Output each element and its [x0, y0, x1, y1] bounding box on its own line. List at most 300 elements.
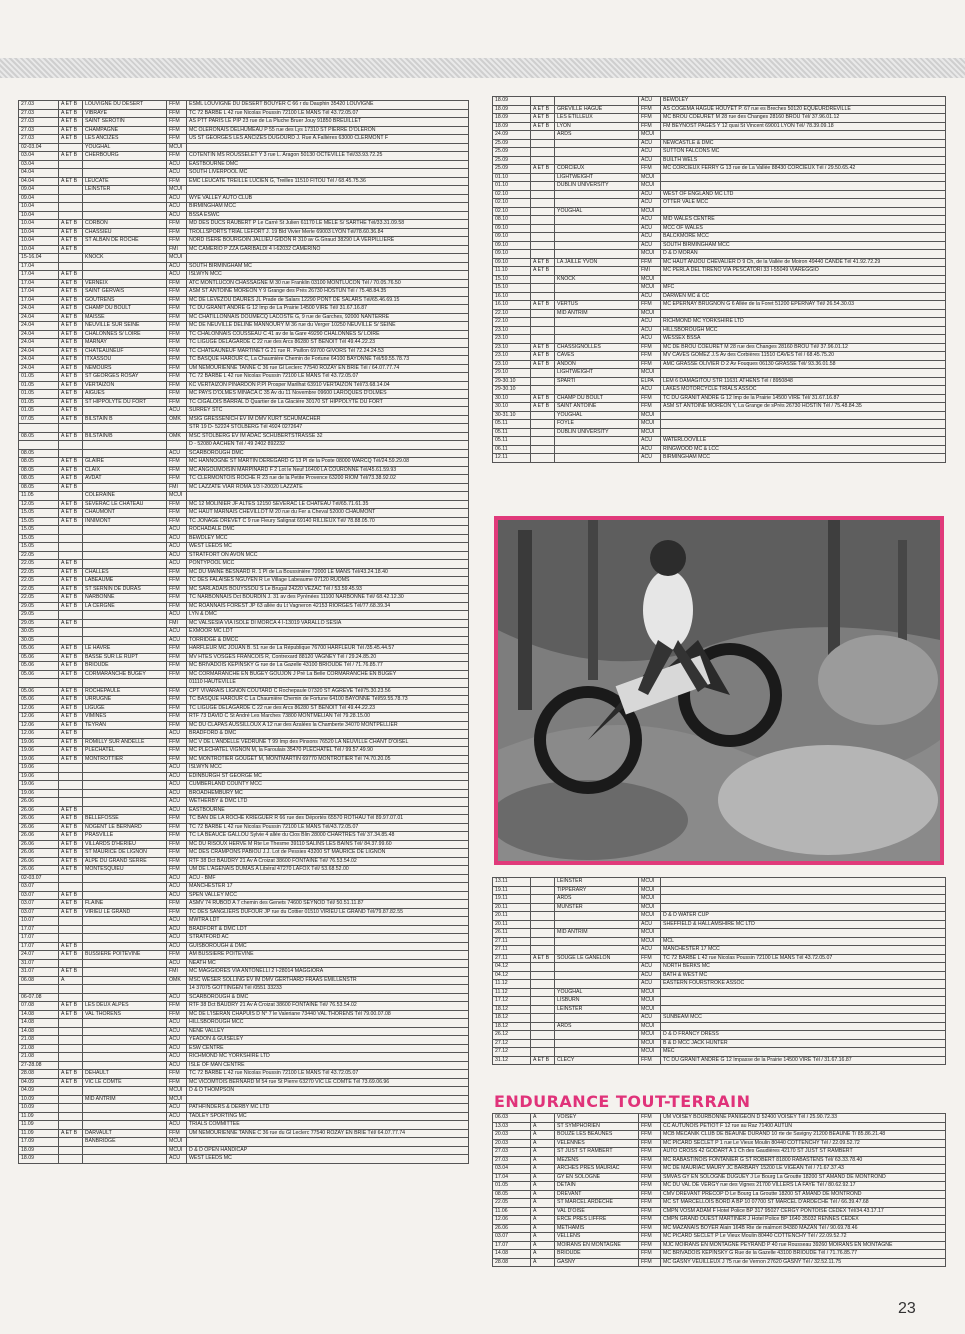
date-cell: 22.05 [19, 594, 59, 603]
category-cell: A ET B [59, 900, 83, 909]
table-row [19, 577, 469, 586]
organizer-cell: UM VOISEY BOURBONNE PANIGEON D 52400 VOISEY Tél / 25.90.72.33 [661, 1114, 946, 1123]
organizer-cell: MC HAUT MARNAIS CHEVILLOT M 20 rue du Fer a Cheval 52000 CHAUMONT [187, 509, 469, 518]
venue-cell [83, 764, 167, 773]
table-row [19, 781, 469, 790]
federation-cell: FFM [167, 330, 187, 339]
date-cell: 15.05 [19, 543, 59, 552]
date-cell: 27.03 [493, 1156, 531, 1165]
date-cell: 27.03 [19, 118, 59, 127]
date-cell: 08.05 [19, 432, 59, 441]
federation-cell: ACU [167, 262, 187, 271]
table-row [493, 1156, 946, 1165]
organizer-cell: CPT VIVARAIS LIGNON COUTARD C Rochepaule 07320 ST AGREVE Tél/75.30.23.56 [187, 687, 469, 696]
category-cell: A ET B [59, 305, 83, 314]
date-cell: 01.05 [19, 381, 59, 390]
date-cell: 02.10 [493, 190, 531, 199]
category-cell: A ET B [59, 432, 83, 441]
organizer-cell [661, 997, 946, 1006]
venue-cell: GREVILLE HAGUE [555, 105, 639, 114]
category-cell: A ET B [59, 568, 83, 577]
table-row [19, 976, 469, 985]
organizer-cell: WEST LEEDS MC [187, 1155, 469, 1164]
federation-cell: FFM [167, 704, 187, 713]
date-cell: 03.04 [493, 1165, 531, 1174]
federation-cell: FFM [639, 1224, 661, 1233]
organizer-cell: B & D MCC JACK HUNTER [661, 1039, 946, 1048]
category-cell [531, 292, 555, 301]
venue-cell [83, 959, 167, 968]
organizer-cell: TRIALS COMMITTEE [187, 1121, 469, 1130]
venue-cell [83, 169, 167, 178]
table-row [493, 335, 946, 344]
table-row [19, 1155, 469, 1164]
federation-cell: FFM [639, 301, 661, 310]
venue-cell: LA CERGNE [83, 602, 167, 611]
federation-cell: FFM [167, 356, 187, 365]
date-cell: 29-30.10 [493, 386, 531, 395]
date-cell: 03.04 [19, 152, 59, 161]
federation-cell: FFM [639, 1216, 661, 1225]
category-cell [531, 411, 555, 420]
venue-cell: LOUVIGNE DU DESERT [83, 101, 167, 110]
category-cell [59, 985, 83, 994]
organizer-cell: NENE VALLEY [187, 1027, 469, 1036]
date-cell: 30-31.10 [493, 411, 531, 420]
table-row [493, 428, 946, 437]
category-cell: A ET B [59, 364, 83, 373]
organizer-cell [661, 173, 946, 182]
table-row [19, 135, 469, 144]
date-cell: 14.08 [19, 1019, 59, 1028]
table-row [19, 1061, 469, 1070]
organizer-cell: MC DE BROU COEURET M 28 rue des Changes 28160 BROU Tél/ 37.96.01.12 [661, 343, 946, 352]
category-cell: A ET B [531, 258, 555, 267]
federation-cell: ACU [167, 1061, 187, 1070]
organizer-cell: MC CORCIEUX FERRY G 13 rue de La Vallée 88430 CORCIEUX Tél / 29.50.65.42 [661, 165, 946, 174]
table-row [493, 445, 946, 454]
federation-cell: FFM [167, 305, 187, 314]
federation-cell: FFM [167, 645, 187, 654]
category-cell: A ET B [531, 343, 555, 352]
table-row [493, 1122, 946, 1131]
venue-cell [83, 806, 167, 815]
federation-cell: FFM [167, 653, 187, 662]
date-cell: 10.09 [19, 1104, 59, 1113]
organizer-cell: SURREY STC [187, 407, 469, 416]
federation-cell: FMI [639, 267, 661, 276]
date-cell: 26.06 [19, 849, 59, 858]
organizer-cell: EASTBOURNE DMC [187, 160, 469, 169]
table-row [493, 105, 946, 114]
date-cell: 30.05 [19, 636, 59, 645]
venue-cell [83, 968, 167, 977]
table-row [493, 292, 946, 301]
table-row [19, 602, 469, 611]
organizer-cell: UM NEMOURIENNE TANNE C 36 rue Gl Leclerc 77540 ROZAY EN BRIE Tél / 64.07.77.74 [187, 364, 469, 373]
date-cell: 18.09 [19, 1155, 59, 1164]
federation-cell: ACU [167, 764, 187, 773]
venue-cell: CORMARANCHE BUGEY [83, 670, 167, 679]
federation-cell: ACU [167, 611, 187, 620]
table-row [19, 747, 469, 756]
date-cell: 07.05 [19, 415, 59, 424]
venue-cell [555, 250, 639, 259]
date-cell: 26.06 [19, 823, 59, 832]
venue-cell: LEINSTER [555, 1005, 639, 1014]
organizer-cell: MC LAZZATE VIAR ROMA 1/3 I-20020 LAZZATE [187, 483, 469, 492]
category-cell: A ET B [59, 687, 83, 696]
venue-cell [555, 224, 639, 233]
date-cell: 17.07 [19, 942, 59, 951]
date-cell: 04.12 [493, 963, 531, 972]
table-row [19, 721, 469, 730]
category-cell [59, 993, 83, 1002]
organizer-cell: SOUTH BIRMINGHAM MCC [661, 241, 946, 250]
venue-cell [555, 946, 639, 955]
table-row [493, 1114, 946, 1123]
category-cell [531, 369, 555, 378]
organizer-cell: MID WALES CENTRE [661, 216, 946, 225]
category-cell [531, 131, 555, 140]
federation-cell: FFM [167, 577, 187, 586]
organizer-cell: MV CAVES GOMEZ J.S Av des Corbières 11510 CAVES Tél / 68.45.75.20 [661, 352, 946, 361]
category-cell [531, 284, 555, 293]
venue-cell: ITXASSOU [83, 356, 167, 365]
federation-cell: FFM [639, 1131, 661, 1140]
federation-cell: FFM [639, 1258, 661, 1267]
category-cell: A ET B [59, 908, 83, 917]
table-row [493, 1182, 946, 1191]
organizer-cell: BUILTH WELS [661, 156, 946, 165]
federation-cell: MCUI [639, 207, 661, 216]
date-cell: 20.03 [493, 1131, 531, 1140]
table-row [493, 1258, 946, 1267]
federation-cell: ACU [639, 292, 661, 301]
category-cell [59, 254, 83, 263]
date-cell [19, 679, 59, 688]
category-cell: A [531, 1139, 555, 1148]
category-cell [531, 233, 555, 242]
table-row [19, 925, 469, 934]
date-cell: 11.09 [19, 1129, 59, 1138]
category-cell: A ET B [59, 857, 83, 866]
organizer-cell: RTF 73 DAVID C St André Les Marches 73800 MONTMELIAN Tél 79.28.15.00 [187, 713, 469, 722]
table-row [19, 381, 469, 390]
venue-cell [555, 980, 639, 989]
category-cell: A ET B [59, 466, 83, 475]
federation-cell: ACU [167, 194, 187, 203]
date-cell: 14.08 [19, 1010, 59, 1019]
category-cell [531, 920, 555, 929]
date-cell: 05.06 [19, 687, 59, 696]
date-cell: 19.06 [19, 781, 59, 790]
date-cell: 07.08 [19, 1002, 59, 1011]
venue-cell: LIGHTWEIGHT [555, 173, 639, 182]
date-cell: 29-30.10 [493, 377, 531, 386]
federation-cell: MCUI [167, 143, 187, 152]
category-cell: A [59, 976, 83, 985]
organizer-cell: GUISBOROUGH & DMC [187, 942, 469, 951]
table-row [19, 313, 469, 322]
venue-cell [83, 985, 167, 994]
date-cell: 08.05 [19, 449, 59, 458]
date-cell: 19.06 [19, 789, 59, 798]
date-cell: 20.03 [493, 1139, 531, 1148]
organizer-cell: MC DU CLAPAS AUSSILLOUX A 12 rue des Azalées la Chamberte 34070 MONTPELLIER [187, 721, 469, 730]
category-cell [59, 1104, 83, 1113]
organizer-cell: MC 12 MOLINIER JF ALTES 12150 SEVERAC LE CHATEAU Tél/65.71.61.35 [187, 500, 469, 509]
organizer-cell: TC LA BEAUCE GALLOU Sylvie 4 allée du Clos Blin 28000 CHARTRES Tél/ 37.34.85.48 [187, 832, 469, 841]
table-row [19, 857, 469, 866]
federation-cell: FFM [167, 135, 187, 144]
category-cell: A ET B [59, 1070, 83, 1079]
venue-cell [83, 449, 167, 458]
table-row [19, 143, 469, 152]
organizer-cell: MC MONTROTIER GOUGET M, MONTMARTIN 69770 MONTROTIER Tél 74.70.20.05 [187, 755, 469, 764]
venue-cell: BRIOUDE [555, 1250, 639, 1259]
venue-cell [83, 441, 167, 450]
organizer-cell: ASM ST ANTOINE MOREON Y 9 Grange des Prés 26730 HOSTUN Tél / 75.48.84.35 [187, 288, 469, 297]
category-cell [59, 1087, 83, 1096]
venue-cell [83, 772, 167, 781]
date-cell: 19.06 [19, 755, 59, 764]
calendar-table-right [492, 96, 946, 463]
federation-cell [167, 424, 187, 433]
date-cell: 27.03 [19, 135, 59, 144]
federation-cell: FFM [167, 220, 187, 229]
venue-cell [83, 781, 167, 790]
organizer-cell: ROCHADALE DMC [187, 526, 469, 535]
date-cell: 29.05 [19, 619, 59, 628]
date-cell: 20.11 [493, 912, 531, 921]
federation-cell: ACU [639, 454, 661, 463]
table-row [19, 1138, 469, 1147]
venue-cell: CHAMP DU BOULT [83, 305, 167, 314]
category-cell: A ET B [59, 271, 83, 280]
venue-cell [555, 233, 639, 242]
federation-cell: FFM [167, 118, 187, 127]
venue-cell: KNOCK [83, 254, 167, 263]
category-cell: A ET B [59, 645, 83, 654]
date-cell: 26.06 [19, 840, 59, 849]
federation-cell: ACU [167, 883, 187, 892]
table-row [19, 687, 469, 696]
table-row [19, 364, 469, 373]
organizer-cell [661, 1005, 946, 1014]
category-cell [531, 1014, 555, 1023]
table-row [19, 560, 469, 569]
organizer-cell: UM DE L'AGENAIS DUMAS A Libéral 47270 LAFOX Tél/ 53.68.52.00 [187, 866, 469, 875]
date-cell: 22.05 [19, 560, 59, 569]
category-cell: A ET B [59, 475, 83, 484]
federation-cell: MCUI [639, 1022, 661, 1031]
category-cell: A ET B [59, 347, 83, 356]
federation-cell: ACU [167, 942, 187, 951]
date-cell: 26.06 [19, 832, 59, 841]
federation-cell: FFM [639, 1173, 661, 1182]
venue-cell: LABEAUME [83, 577, 167, 586]
table-row [19, 1044, 469, 1053]
table-row [19, 534, 469, 543]
category-cell [531, 224, 555, 233]
organizer-cell: NORD ISERE BOURGOIN JALLIEU GIDON R 310 av G.Giraud 38290 LA VERPILLIERE [187, 237, 469, 246]
venue-cell [555, 912, 639, 921]
federation-cell: FFM [639, 360, 661, 369]
organizer-cell: MC PERLA DEL TIRENO VIA PESCATORI 33 I-55049 VIAREGGIO [661, 267, 946, 276]
table-row [19, 390, 469, 399]
venue-cell [555, 292, 639, 301]
category-cell: A ET B [59, 458, 83, 467]
category-cell: A ET B [59, 891, 83, 900]
date-cell: 03.07 [19, 908, 59, 917]
date-cell: 09.04 [19, 186, 59, 195]
federation-cell: ACU [167, 636, 187, 645]
organizer-cell: ACU - BMF [187, 874, 469, 883]
table-row [19, 628, 469, 637]
federation-cell: FFM [167, 500, 187, 509]
organizer-cell: ESW CENTRE [187, 1044, 469, 1053]
organizer-cell: TC JONAGE DREVET C 9 rue Fleury Salignat 69140 RILLIEUX Tél/ 78.88.05.70 [187, 517, 469, 526]
date-cell: 21.08 [19, 1036, 59, 1045]
organizer-cell [661, 207, 946, 216]
date-cell: 17.04 [19, 296, 59, 305]
category-cell: A ET B [59, 1129, 83, 1138]
organizer-cell [661, 411, 946, 420]
venue-cell [83, 194, 167, 203]
date-cell: 01.05 [19, 373, 59, 382]
organizer-cell: D - 52080 AACHEN Tél / 49 2402 892232 [187, 441, 469, 450]
venue-cell: NEUVILLE SUR SEINE [83, 322, 167, 331]
federation-cell: FFM [167, 381, 187, 390]
venue-cell: PLECHATEL [83, 747, 167, 756]
federation-cell: FFM [167, 857, 187, 866]
table-row [493, 1005, 946, 1014]
federation-cell: FFM [167, 951, 187, 960]
table-row [19, 934, 469, 943]
venue-cell: NOGENT LE BERNARD [83, 823, 167, 832]
date-cell: 25.09 [493, 148, 531, 157]
category-cell: A [531, 1190, 555, 1199]
date-cell: 10.04 [19, 211, 59, 220]
federation-cell: MCUI [639, 903, 661, 912]
venue-cell: DREVANT [555, 1190, 639, 1199]
category-cell: A ET B [59, 356, 83, 365]
category-cell [531, 1031, 555, 1040]
category-cell [531, 377, 555, 386]
table-row [493, 895, 946, 904]
date-cell: 27.03 [493, 1148, 531, 1157]
date-cell: 23.10 [493, 335, 531, 344]
category-cell [59, 934, 83, 943]
date-cell: 27.11 [493, 954, 531, 963]
venue-cell: LEUCATE [83, 177, 167, 186]
venue-cell: LIGHTWEIGHT [555, 369, 639, 378]
venue-cell [555, 241, 639, 250]
table-row [19, 1036, 469, 1045]
venue-cell: SPARTI [555, 377, 639, 386]
venue-cell: SAINT ANTOINE [555, 403, 639, 412]
date-cell: 04.12 [493, 971, 531, 980]
federation-cell: FFM [167, 823, 187, 832]
organizer-cell: MC CAMERIO P ZZA GARIBALDI 4 I-62032 CAMERINO [187, 245, 469, 254]
organizer-cell: MC HAUT ANJOU CHEVALIER D 9 Ch, de la Vallée de Moiron 49440 CANDE Tél 41.92.72.29 [661, 258, 946, 267]
date-cell: 01.05 [19, 407, 59, 416]
table-row [19, 169, 469, 178]
venue-cell: METHAMIS [555, 1224, 639, 1233]
venue-cell: ST JUST ST RAMBERT [555, 1148, 639, 1157]
table-row [19, 296, 469, 305]
organizer-cell: MCB MECANIK CLUB DE BEAUNE DURAND 10 rte de Savigny 21200 BEAUNE T/ 85.86.21.48 [661, 1131, 946, 1140]
date-cell: 24.04 [19, 305, 59, 314]
venue-cell: DUBLIN UNIVERSITY [555, 428, 639, 437]
organizer-cell: MC V DE L'ANDELLE VEDRUNE T 99 Imp des Pinsons 76520 LA NEUVILLE CHANT D'OISEL [187, 738, 469, 747]
venue-cell [83, 211, 167, 220]
federation-cell: ACU [639, 190, 661, 199]
venue-cell [83, 526, 167, 535]
federation-cell: FFM [639, 1250, 661, 1259]
venue-cell [83, 993, 167, 1002]
category-cell: A ET B [59, 407, 83, 416]
category-cell [59, 262, 83, 271]
venue-cell [555, 139, 639, 148]
venue-cell [555, 454, 639, 463]
venue-cell: LES ETILLEUX [555, 114, 639, 123]
organizer-cell [187, 1138, 469, 1147]
date-cell: 15.05 [19, 509, 59, 518]
federation-cell: FFM [167, 364, 187, 373]
federation-cell: FMI [167, 968, 187, 977]
category-cell: A ET B [531, 301, 555, 310]
organizer-cell: AM BUSSIERE POITEVINE [187, 951, 469, 960]
organizer-cell: BSSA ESWC [187, 211, 469, 220]
venue-cell [83, 1027, 167, 1036]
table-row [19, 517, 469, 526]
federation-cell: FFM [167, 602, 187, 611]
table-row [19, 985, 469, 994]
table-row [493, 250, 946, 259]
date-cell: 12.06 [493, 1216, 531, 1225]
venue-cell [83, 1146, 167, 1155]
venue-cell [83, 483, 167, 492]
venue-cell: LES ANCIZES [83, 135, 167, 144]
venue-cell: TIPPERARY [555, 886, 639, 895]
venue-cell [83, 883, 167, 892]
category-cell: A ET B [531, 165, 555, 174]
table-row [493, 122, 946, 131]
federation-cell: FFM [167, 840, 187, 849]
category-cell [531, 997, 555, 1006]
organizer-cell: MC MAGGIORES VIA ANTONELLI 2 I-28014 MAGGIORA [187, 968, 469, 977]
federation-cell: ACU [639, 156, 661, 165]
organizer-cell: TC CHALONNAIS COUSSEAU C 41 av de la Gare 49290 CHALONNES S/ LOIRE [187, 330, 469, 339]
table-row [493, 207, 946, 216]
organizer-cell: RICHMOND MC YORKSHIRE LTD [661, 318, 946, 327]
category-cell [531, 190, 555, 199]
venue-cell [555, 335, 639, 344]
table-row [19, 823, 469, 832]
category-cell [531, 1039, 555, 1048]
federation-cell [167, 679, 187, 688]
category-cell [531, 386, 555, 395]
venue-cell: LYON [555, 122, 639, 131]
organizer-cell: MC GASNY VEUILLEUX J 75 rue de Vernon 27620 GASNY Tél / 32.52.11.75 [661, 1258, 946, 1267]
table-row [19, 806, 469, 815]
venue-cell: ARDS [555, 131, 639, 140]
venue-cell: NEMOURS [83, 364, 167, 373]
category-cell: A ET B [59, 560, 83, 569]
date-cell: 29.05 [19, 602, 59, 611]
